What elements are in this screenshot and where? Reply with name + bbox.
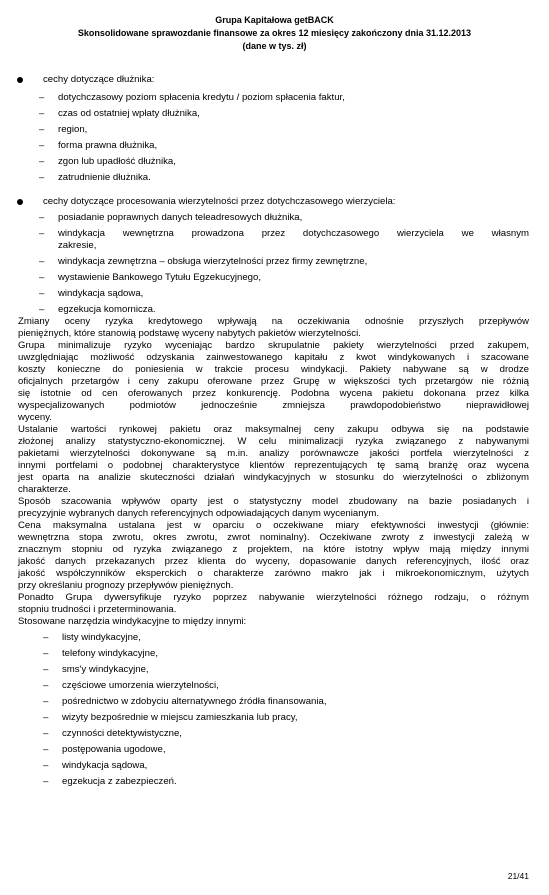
body-line: wyspecjalizowanych podmiotów jednocześnie zmniejsza prawdopodobieństwo nieprawidłowej [18, 400, 529, 411]
body-line: jest oparta na analizie skuteczności działań windykacyjnych w stosunku do wierzytelności o zbliżonym [18, 472, 529, 483]
list-item: czynności detektywistyczne, [62, 728, 182, 739]
page-number: 21/41 [507, 871, 529, 881]
list-item: sms'y windykacyjne, [62, 664, 149, 675]
body-line: wyceny. [18, 412, 52, 423]
dash-icon: – [39, 108, 45, 119]
list-item: windykacja sądowa, [58, 288, 144, 299]
dash-icon: – [43, 744, 49, 755]
dash-icon: – [43, 632, 49, 643]
body-line: charakterze. [18, 484, 71, 495]
dash-icon: – [39, 272, 45, 283]
body-line: Grupa minimalizuje ryzyko wyceniając bardzo skrupulatnie pakiety wierzytelności przed zakupem, [18, 340, 529, 351]
body-line: Cena maksymalna ustalana jest w oparciu o oczekiwane miary efektywności inwestycji (głównie: [18, 520, 529, 531]
list-item: postępowania ugodowe, [62, 744, 166, 755]
company-title: Grupa Kapitałowa getBACK [215, 15, 334, 25]
section1-heading: cechy dotyczące dłużnika: [43, 74, 155, 85]
list-item: egzekucja komornicza. [58, 304, 156, 315]
dash-icon: – [39, 212, 45, 223]
list-item: listy windykacyjne, [62, 632, 141, 643]
list-item-continuation: zakresie, [58, 240, 97, 251]
dash-icon: – [39, 288, 45, 299]
bullet-icon [17, 77, 23, 83]
body-line: jakość danych przekazanych przez klienta do wyceny, dopasowanie danych referencyjnych, ilość oraz [18, 556, 529, 567]
dash-icon: – [43, 648, 49, 659]
list-item: zatrudnienie dłużnika. [58, 172, 151, 183]
body-line: uwzględniając możliwość odzyskania zainwestowanego kapitału z kwot windykowanych i szacowane [18, 352, 529, 363]
body-line: pieniężnych, które stanowią podstawę wyceny nabytych pakietów wierzytelności. [18, 328, 361, 339]
dash-icon: – [43, 696, 49, 707]
section2-heading: cechy dotyczące procesowania wierzytelności przez dotychczasowego wierzyciela: [43, 196, 396, 207]
dash-icon: – [43, 728, 49, 739]
list-item: forma prawna dłużnika, [58, 140, 158, 151]
dash-icon: – [39, 256, 45, 267]
body-line: złożonej analizy statystyczno-ekonomicznej. W celu minimalizacji ryzyka związanego z nabywanymi [18, 436, 529, 447]
list-item: region, [58, 124, 88, 135]
list-item: pośrednictwo w zdobyciu alternatywnego źródła finansowania, [62, 696, 327, 707]
report-title: Skonsolidowane sprawozdanie finansowe za okres 12 miesięcy zakończony dnia 31.12.2013 [77, 28, 472, 38]
body-line: stopniu trudności i przeterminowania. [18, 604, 177, 615]
list-item: windykacja wewnętrzna prowadzona przez dotychczasowego wierzyciela we własnym [58, 228, 529, 239]
list-item: telefony windykacyjne, [62, 648, 158, 659]
body-line: jakość współczynników eksperckich o charakterze zarówno makro jak i mikroekonomicznym, użytych [18, 568, 529, 579]
list-item: dotychczasowy poziom spłacenia kredytu / poziom spłacenia faktur, [58, 92, 345, 103]
list-item: posiadanie poprawnych danych teleadresowych dłużnika, [58, 212, 303, 223]
dash-icon: – [43, 760, 49, 771]
body-line: Ponadto Grupa dywersyfikuje ryzyko poprzez nabywanie wierzytelności różnego rodzaju, o różnym [18, 592, 529, 603]
body-line: Stosowane narzędzia windykacyjne to między innymi: [18, 616, 247, 627]
dash-icon: – [43, 712, 49, 723]
dash-icon: – [39, 140, 45, 151]
dash-icon: – [43, 680, 49, 691]
dash-icon: – [39, 124, 45, 135]
dash-icon: – [43, 664, 49, 675]
bullet-icon [17, 199, 23, 205]
body-line: Zmiany oceny ryzyka kredytowego wpływają na oczekiwania odnośnie przyszłych przepływów [18, 316, 529, 327]
list-item: zgon lub upadłość dłużnika, [58, 156, 176, 167]
units-note: (dane w tys. zł) [242, 41, 307, 51]
body-line: koszty konieczne do poniesienia w trakcie procesu windykacji. Pakiety nabywane są w drodze [18, 364, 529, 375]
list-item: wystawienie Bankowego Tytułu Egzekucyjnego, [58, 272, 262, 283]
body-line: się istotnie od cen oferowanych przez konkurencję. Podobna wycena pakietu dokonana przez kilka [18, 388, 529, 399]
list-item: egzekucja z zabezpieczeń. [62, 776, 177, 787]
list-item: windykacja zewnętrzna – obsługa wierzytelności przez firmy zewnętrzne, [58, 256, 368, 267]
dash-icon: – [43, 776, 49, 787]
body-line: przy określaniu prognozy przepływów pieniężnych. [18, 580, 234, 591]
dash-icon: – [39, 228, 45, 239]
body-line: oficjalnych przetargów i ceny zakupu oferowane przez Grupę w większości tych przetargów nie różnią [18, 376, 529, 387]
list-item: częściowe umorzenia wierzytelności, [62, 680, 219, 691]
dash-icon: – [39, 304, 45, 315]
dash-icon: – [39, 156, 45, 167]
list-item: czas od ostatniej wpłaty dłużnika, [58, 108, 200, 119]
body-line: znacznym stopniu od ryzyka związanego z projektem, na które istotny wpływ mają między innymi [18, 544, 529, 555]
body-line: precyzyjnie wybranych danych referencyjnych odpowiadających danym wycenianym. [18, 508, 380, 519]
body-line: innymi portfelami o podobnej charakterystyce klientów reprezentujących tę samą branżę oraz wycena [18, 460, 529, 471]
list-item: wizyty bezpośrednie w miejscu zamieszkania lub pracy, [62, 712, 298, 723]
body-line: pakietami wierzytelności dokonywane są m.in. analizy porównawcze jakości portfela wierzytelności z [18, 448, 529, 459]
dash-icon: – [39, 92, 45, 103]
list-item: windykacja sądowa, [62, 760, 148, 771]
body-line: Ustalanie wartości rynkowej pakietu oraz maksymalnej ceny zakupu odbywa się na podstawie [18, 424, 529, 435]
body-line: Sposób szacowania wpływów oparty jest o statystyczny model zbudowany na bazie posiadanych i [18, 496, 529, 507]
body-line: wewnętrzna stopa zwrotu, okres zwrotu, zwrot nominalny). Oczekiwane zwroty z inwestycji zależą w [18, 532, 529, 543]
dash-icon: – [39, 172, 45, 183]
